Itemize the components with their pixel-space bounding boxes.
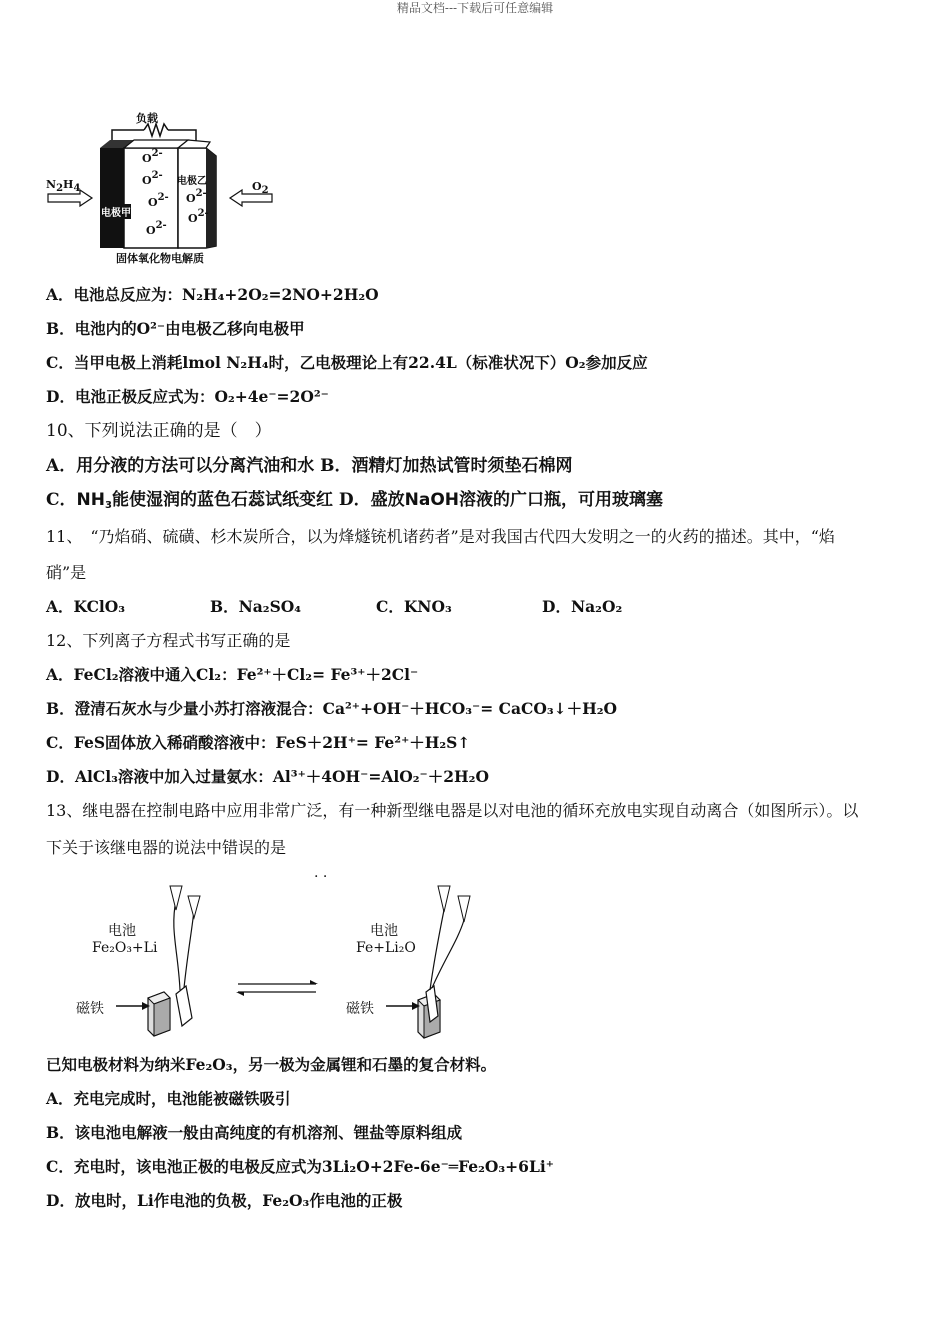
q9-option-d: D．电池正极反应式为：O₂+4e⁻=2O²⁻ [46, 387, 329, 406]
relay-right-magnet: 磁铁 [346, 1001, 374, 1017]
q10-nh3-text: NH [76, 490, 105, 510]
q10-options-cd [46, 489, 663, 511]
load-label: 负载 [136, 112, 158, 125]
q10-nh3-sub: 3 [105, 500, 112, 511]
relay-right-formula: Fe+Li₂O [356, 940, 416, 956]
ion-label-2: $O^{2-}$ [142, 170, 163, 187]
relay-left-formula: Fe₂O₃+Li [92, 940, 158, 956]
q9-option-c: C．当甲电极上消耗lmol N₂H₄时，乙电极理论上有22.4L（标准状况下）O₂参加反应 [46, 353, 648, 372]
q12-option-d: D．AlCl₃溶液中加入过量氨水：Al³⁺＋4OH⁻=AlO₂⁻＋2H₂O [46, 767, 489, 786]
q13-stem-line1: 13、继电器在控制电路中应用非常广泛，有一种新型继电器是以对电池的循环充放电实现自动离合（如图所示）。以 [46, 801, 859, 820]
q11-stem-line2: 硝”是 [46, 563, 87, 582]
electrode-yi-label: 电极乙 [177, 176, 207, 187]
q12-stem: 12、下列离子方程式书写正确的是 [46, 631, 291, 650]
q11-option-c: C．KNO₃ [376, 597, 452, 616]
ion-label-5: $O^{2-}$ [186, 188, 207, 205]
q12-option-b: B．澄清石灰水与少量小苏打溶液混合：Ca²⁺+OH⁻＋HCO₃⁻= CaCO₃↓＋H₂O [46, 699, 618, 718]
fuel-cell-diagram [44, 108, 284, 268]
relay-right-title: 电池 [370, 923, 398, 939]
q10-cd-mid: 能使湿润的蓝色石蕊试纸变红 D．盛放 [111, 490, 405, 510]
q13-given: 已知电极材料为纳米Fe₂O₃，另一极为金属锂和石墨的复合材料。 [46, 1055, 497, 1074]
q11-option-a: A．KClO₃ [46, 597, 126, 616]
electrode-jia-label: 电极甲 [101, 204, 131, 219]
page-header: 精品文档---下载后可任意编辑 [396, 1, 554, 15]
q12-option-c: C．FeS固体放入稀硝酸溶液中：FeS＋2H⁺= Fe²⁺＋H₂S↑ [46, 733, 471, 752]
relay-drawing [60, 880, 500, 1040]
q11-option-b: B．Na₂SO₄ [210, 597, 302, 616]
q13-option-b: B．该电池电解液一般由高纯度的有机溶剂、锂盐等原料组成 [46, 1123, 463, 1142]
q13-stem-line2: 下关于该继电器的说法中错误的是 [46, 838, 287, 857]
q13-option-d: D．放电时，Li作电池的负极，Fe₂O₃作电池的正极 [46, 1191, 403, 1210]
relay-diagram [60, 880, 500, 1040]
fuel-label: $N_2H_4$ [46, 178, 81, 194]
ion-label-1: $O^{2-}$ [142, 148, 163, 165]
q11-option-d: D．Na₂O₂ [542, 597, 623, 616]
q10-options-ab: A．用分液的方法可以分离汽油和水 B．酒精灯加热试管时须垫石棉网 [46, 456, 573, 476]
q10-nh3 [77, 490, 112, 510]
q13-dots: . . [314, 865, 328, 881]
ion-label-4: $O^{2-}$ [146, 220, 167, 237]
ion-label-3: $O^{2-}$ [148, 192, 169, 209]
q13-option-a: A．充电完成时，电池能被磁铁吸引 [46, 1089, 291, 1108]
ion-label-6: $O^{2-}$ [188, 208, 209, 225]
oxidant-label: $O_2$ [252, 180, 269, 196]
q9-option-a: A．电池总反应为：N₂H₄+2O₂=2NO+2H₂O [46, 285, 379, 304]
electrolyte-caption: 固体氧化物电解质 [116, 252, 204, 265]
q10-naoh: NaOH [404, 490, 460, 510]
q10-cd-post: 溶液的广口瓶，可用玻璃塞 [459, 490, 664, 510]
relay-left-magnet: 磁铁 [76, 1001, 104, 1017]
q13-option-c: C．充电时，该电池正极的电极反应式为3Li₂O+2Fe-6e⁻═Fe₂O₃+6Li⁺ [46, 1157, 554, 1176]
q12-option-a: A．FeCl₂溶液中通入Cl₂：Fe²⁺＋Cl₂= Fe³⁺＋2Cl⁻ [46, 665, 419, 684]
q9-option-b: B．电池内的O²⁻由电极乙移向电极甲 [46, 319, 305, 338]
relay-left-title: 电池 [108, 923, 136, 939]
q10-cd-prefix: C． [46, 490, 77, 510]
q10-stem: 10、下列说法正确的是（ ） [46, 421, 272, 441]
q11-stem-line1: 11、 “乃焰硝、硫磺、杉木炭所合，以为烽燧铳机诸药者”是对我国古代四大发明之一的火药的描述。其中，“焰 [46, 527, 835, 546]
